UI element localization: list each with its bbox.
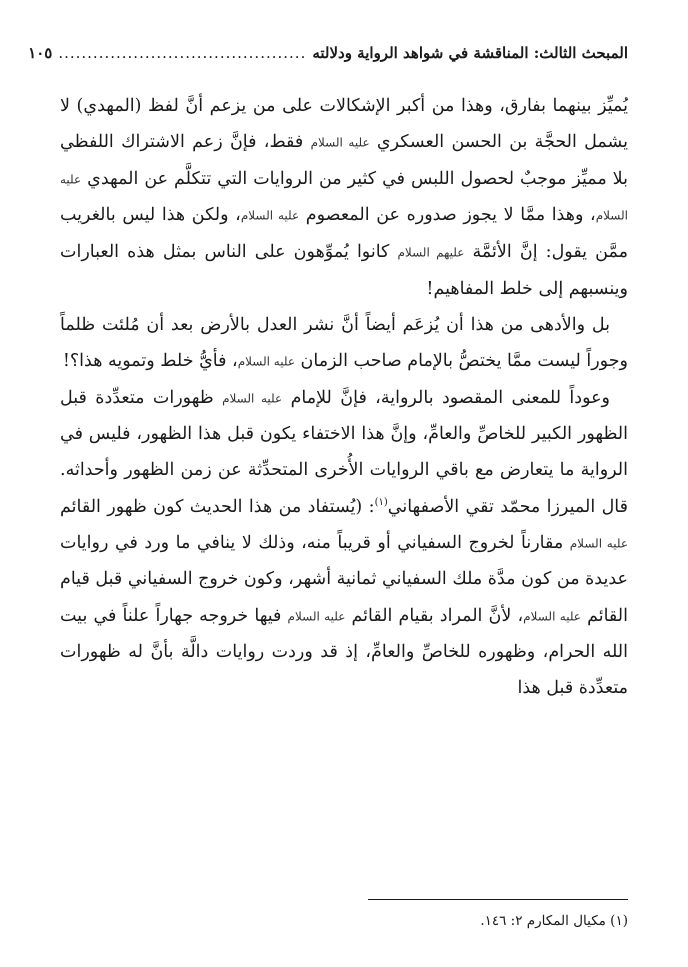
text-segment: ، لأنَّ المراد بقيام القائم [345, 605, 524, 626]
text-segment: ، ولكن هذا ليس بالغريب ممَّن يقول: إنَّ الأئمَّة [60, 205, 628, 262]
main-text [60, 88, 628, 707]
honorific-mark: عليه السلام [240, 208, 300, 223]
chapter-title: المبحث الثالث: المناقشة في شواهد الرواية ودلالته [312, 44, 628, 62]
text-segment: بل والأدهى من هذا أن يُزعَم أيضاً أنَّ نشر العدل بالأرض بعد أن مُلئت ظلماً وجوراً ليست ممَّا يختصُّ بالإمام صاحب الزمان [60, 314, 628, 371]
text-segment: ، فأيُّ خلط وتمويه هذا؟! [62, 350, 238, 371]
paragraph-3 [60, 380, 628, 707]
page-number: ١٠٥ [28, 44, 53, 62]
honorific-mark: عليه السلام [310, 135, 370, 150]
text-segment: ظهورات متعدِّدة قبل الظهور الكبير للخاصِّ والعامِّ، وإنَّ هذا الاختفاء يكون قبل هذا الظهور، فليس في الرواية ما يتعارض مع باقي الروايات الأُخرى المتحدِّثة عن زمن الظهور وأحداثه. قال الميرزا محمّد تقي الأصفهاني [60, 387, 629, 517]
paragraph-1 [60, 88, 628, 307]
text-segment: مقارناً لخروج السفياني أو قريباً منه، وذلك لا ينافي ما ورد في روايات عديدة من كون مدَّة ملك السفياني ثمانية أشهر، وكون خروج السفياني قبل قيام القائم [60, 532, 628, 626]
text-segment: فقط، فإنَّ زعم الاشتراك اللفظي بلا مميِّز موجبٌ لحصول اللبس في كثير من الروايات التي تتكلَّم عن المهدي [60, 132, 628, 189]
honorific-mark-plural: عليهم السلام [397, 245, 465, 260]
honorific-mark: عليه السلام [60, 172, 628, 223]
honorific-mark: عليه السلام [569, 536, 628, 551]
text-segment: وعوداً للمعنى المقصود بالرواية، فإنَّ للإمام [282, 387, 611, 408]
honorific-mark: عليه السلام [237, 354, 295, 369]
honorific-mark: عليه السلام [287, 608, 346, 623]
text-segment: فيها خروجه جهاراً علناً في بيت الله الحرام، وظهوره للخاصِّ والعامِّ، إذ قد وردت روايات دالَّة بأنَّ له ظهورات متعدِّدة قبل هذا [60, 605, 628, 699]
dot-leader: ........................................... [58, 44, 307, 62]
footnote: (١) مكيال المكارم ٢: ١٤٦. [480, 913, 628, 929]
footnote-reference[interactable]: (١) [374, 496, 388, 508]
honorific-mark: عليه السلام [222, 390, 283, 405]
running-header [28, 44, 628, 74]
footnote-divider [368, 899, 628, 900]
text-segment: يُميِّز بينهما بفارق، وهذا من أكبر الإشكالات على من يزعم أنَّ لفظ (المهدي) لا يشمل الحجَّة بن الحسن العسكري [60, 96, 629, 153]
paragraph-2 [60, 307, 628, 380]
text-segment: : (يُستفاد من هذا الحديث كون ظهور القائم [60, 496, 375, 517]
text-segment: كانوا يُموِّهون على الناس بمثل هذه العبارات وينسبهم إلى خلط المفاهيم! [60, 241, 628, 299]
honorific-mark: عليه السلام [523, 608, 581, 623]
text-segment: ، وهذا ممَّا لا يجوز صدوره عن المعصوم [299, 205, 596, 226]
